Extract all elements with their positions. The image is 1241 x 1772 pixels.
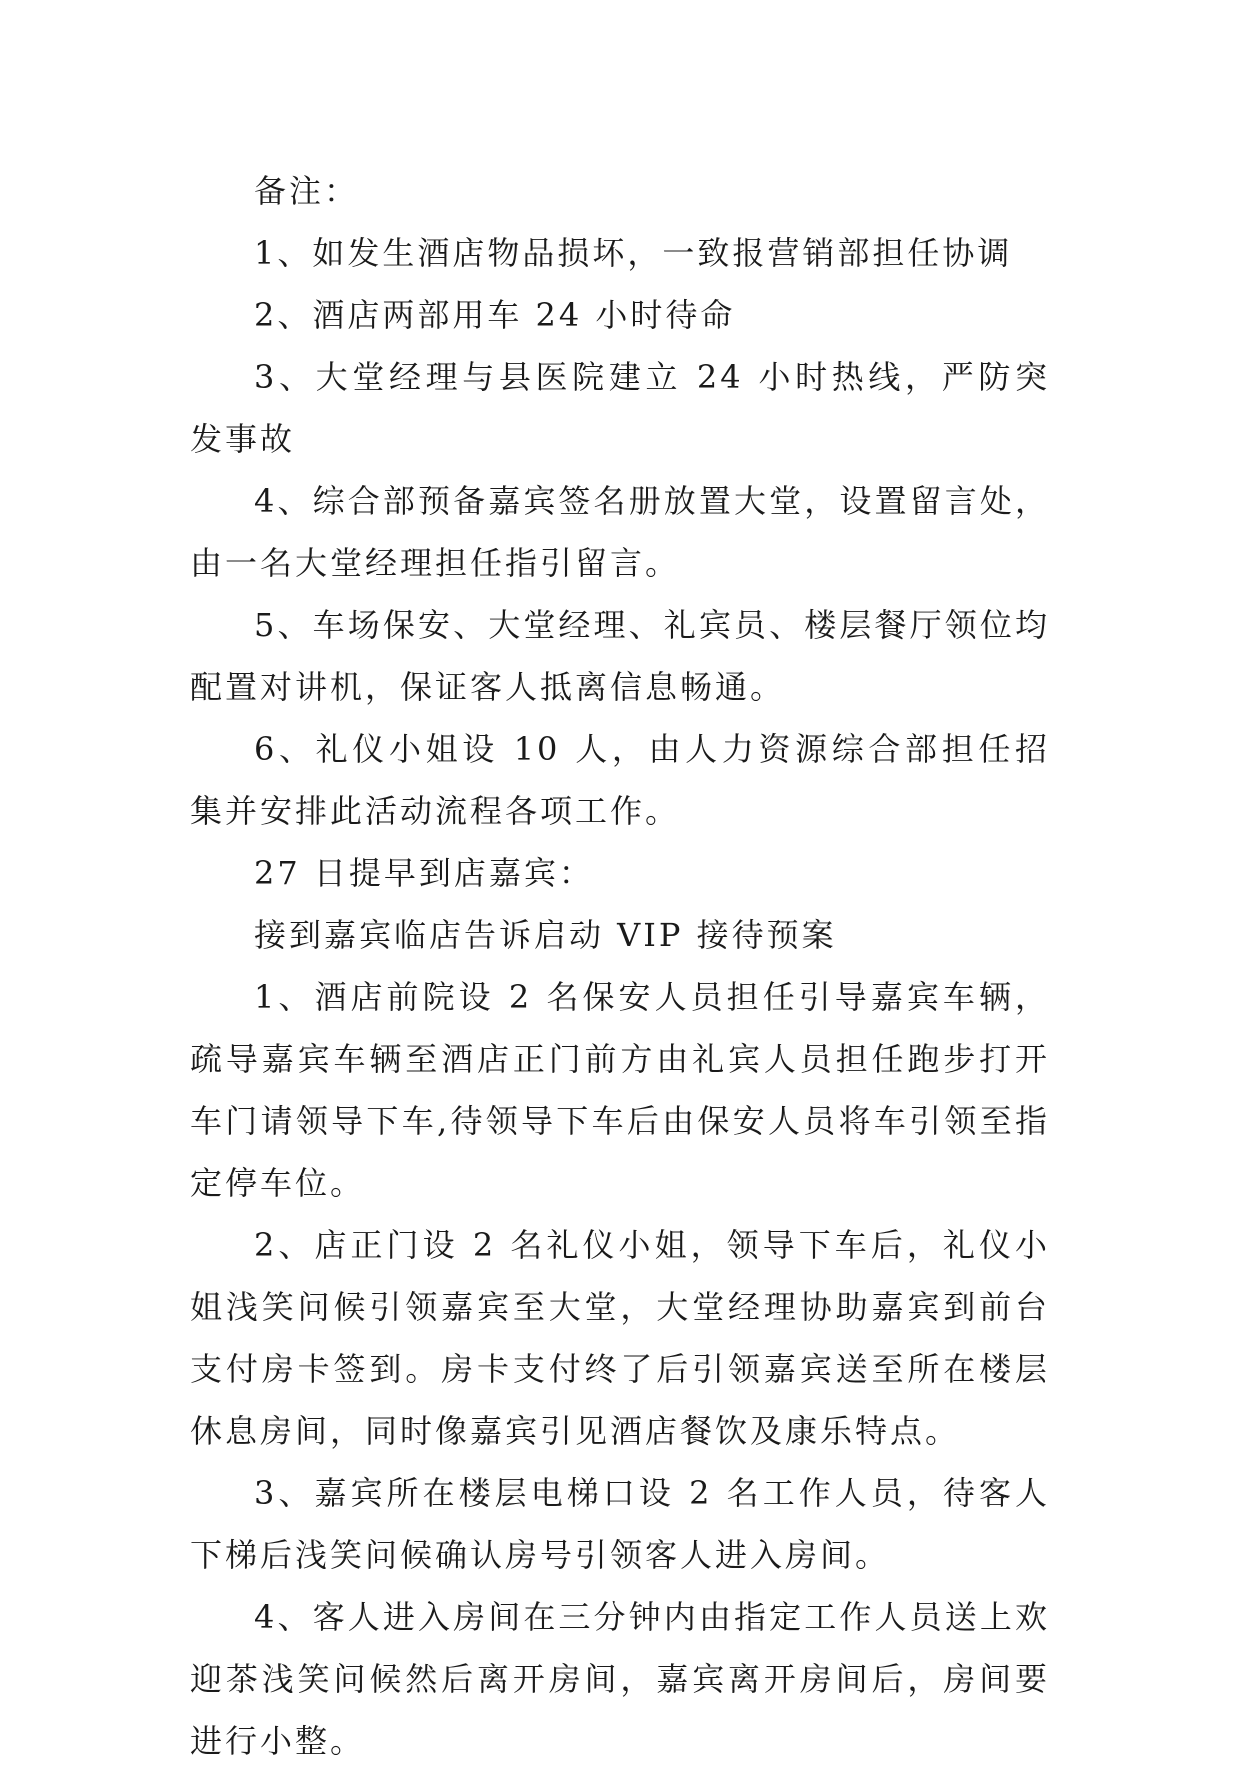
note-item-5: 5、车场保安、大堂经理、礼宾员、楼层餐厅领位均配置对讲机，保证客人抵离信息畅通。 <box>190 606 1050 706</box>
vip-step-2: 2、店正门设 2 名礼仪小姐，领导下车后，礼仪小姐浅笑问候引领嘉宾至大堂，大堂经理协助嘉宾到前台支付房卡签到。房卡支付终了后引领嘉宾送至所在楼层休息房间，同时像嘉宾引见酒店餐饮及康乐特点。 <box>190 1226 1050 1450</box>
vip-step-3: 3、嘉宾所在楼层电梯口设 2 名工作人员，待客人下梯后浅笑问候确认房号引领客人进入房间。 <box>190 1474 1050 1574</box>
vip-step-4: 4、客人进入房间在三分钟内由指定工作人员送上欢迎茶浅笑问候然后离开房间，嘉宾离开房间后，房间要进行小整。 <box>190 1598 1050 1760</box>
document-body <box>190 160 1050 1772</box>
early-arrival-heading: 27 日提早到店嘉宾： <box>254 854 594 892</box>
vip-step-1: 1、酒店前院设 2 名保安人员担任引导嘉宾车辆，疏导嘉宾车辆至酒店正门前方由礼宾人员担任跑步打开车门请领导下车,待领导下车后由保安人员将车引领至指定停车位。 <box>190 978 1050 1202</box>
vip-plan-intro: 接到嘉宾临店告诉启动 VIP 接待预案 <box>254 916 837 954</box>
note-item-3: 3、大堂经理与县医院建立 24 小时热线，严防突发事故 <box>190 358 1050 458</box>
note-item-4: 4、综合部预备嘉宾签名册放置大堂，设置留言处，由一名大堂经理担任指引留言。 <box>190 482 1050 582</box>
note-heading: 备注： <box>254 172 360 210</box>
note-item-1: 1、如发生酒店物品损坏，一致报营销部担任协调 <box>254 234 1013 272</box>
note-item-2: 2、酒店两部用车 24 小时待命 <box>254 296 736 334</box>
note-item-6: 6、礼仪小姐设 10 人，由人力资源综合部担任招集并安排此活动流程各项工作。 <box>190 730 1050 830</box>
